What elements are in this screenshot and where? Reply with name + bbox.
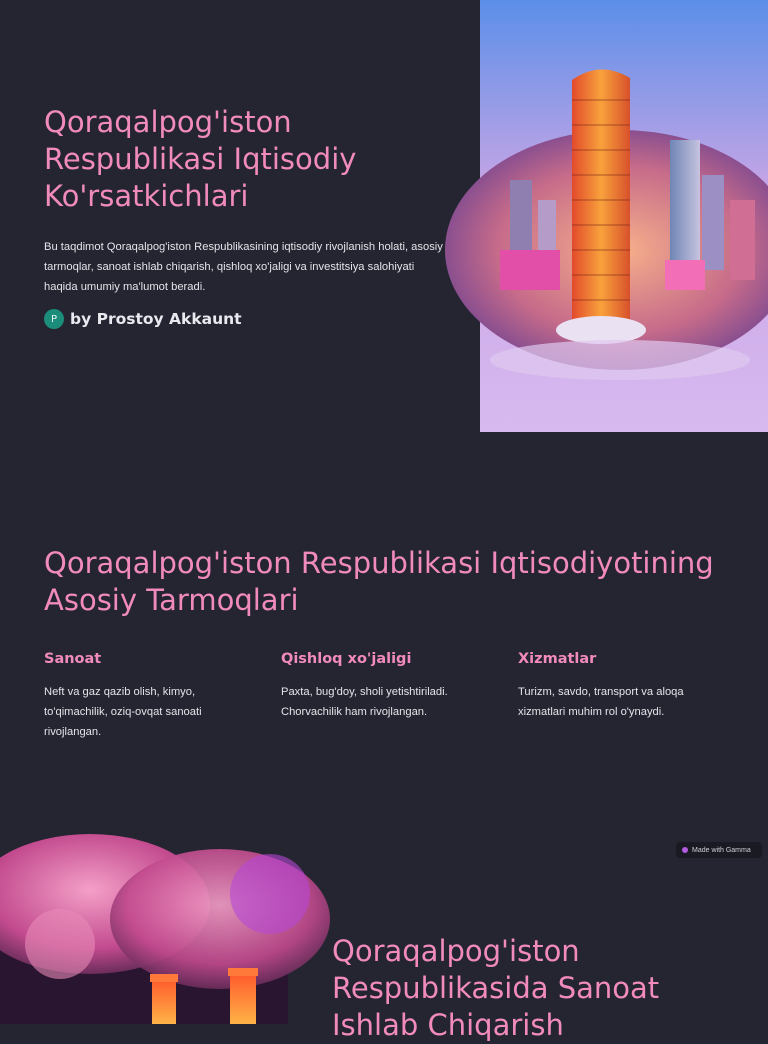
sector-text: Neft va gaz qazib olish, kimyo, to'qimachilik, oziq-ovqat sanoati rivojlangan. (44, 686, 202, 738)
gamma-logo-icon (682, 847, 688, 853)
sector-text: Paxta, bug'doy, sholi yetishtiriladi. Chorvachilik ham rivojlangan. (281, 686, 448, 718)
author-row (44, 308, 242, 330)
slide1-description: Bu taqdimot Qoraqalpog'iston Respublikasining iqtisodiy rivojlanish holati, asosiy tarmoqlar, sanoat ishlab chiqarish, qishloq xo'jaligi va investitsiya salohiyati haqida umumiy ma'lumot beradi. (44, 241, 443, 293)
made-with-gamma-badge[interactable] (676, 842, 762, 858)
city-tower-image (480, 0, 768, 432)
sector-title: Qishloq xo'jaligi (281, 651, 412, 667)
sector-title: Xizmatlar (518, 651, 597, 667)
avatar: P (44, 309, 64, 329)
sector-card-services (518, 648, 718, 722)
sector-title: Sanoat (44, 651, 102, 667)
sector-card-industry (44, 648, 244, 742)
badge-label: Made with Gamma (692, 846, 751, 854)
slide2-title: Qoraqalpog'iston Respublikasi Iqtisodiyotining Asosiy Tarmoqlari (44, 546, 714, 617)
author-byline: by Prostoy Akkaunt (70, 310, 242, 328)
sector-text: Turizm, savdo, transport va aloqa xizmatlari muhim rol o'ynaydi. (518, 686, 684, 718)
factory-smokestacks-image (0, 864, 288, 1024)
slide3-title: Qoraqalpog'iston Respublikasida Sanoat Ishlab Chiqarish (332, 934, 660, 1042)
sector-card-agriculture (281, 648, 481, 722)
slide1-title: Qoraqalpog'iston Respublikasi Iqtisodiy Ko'rsatkichlari (44, 105, 357, 213)
